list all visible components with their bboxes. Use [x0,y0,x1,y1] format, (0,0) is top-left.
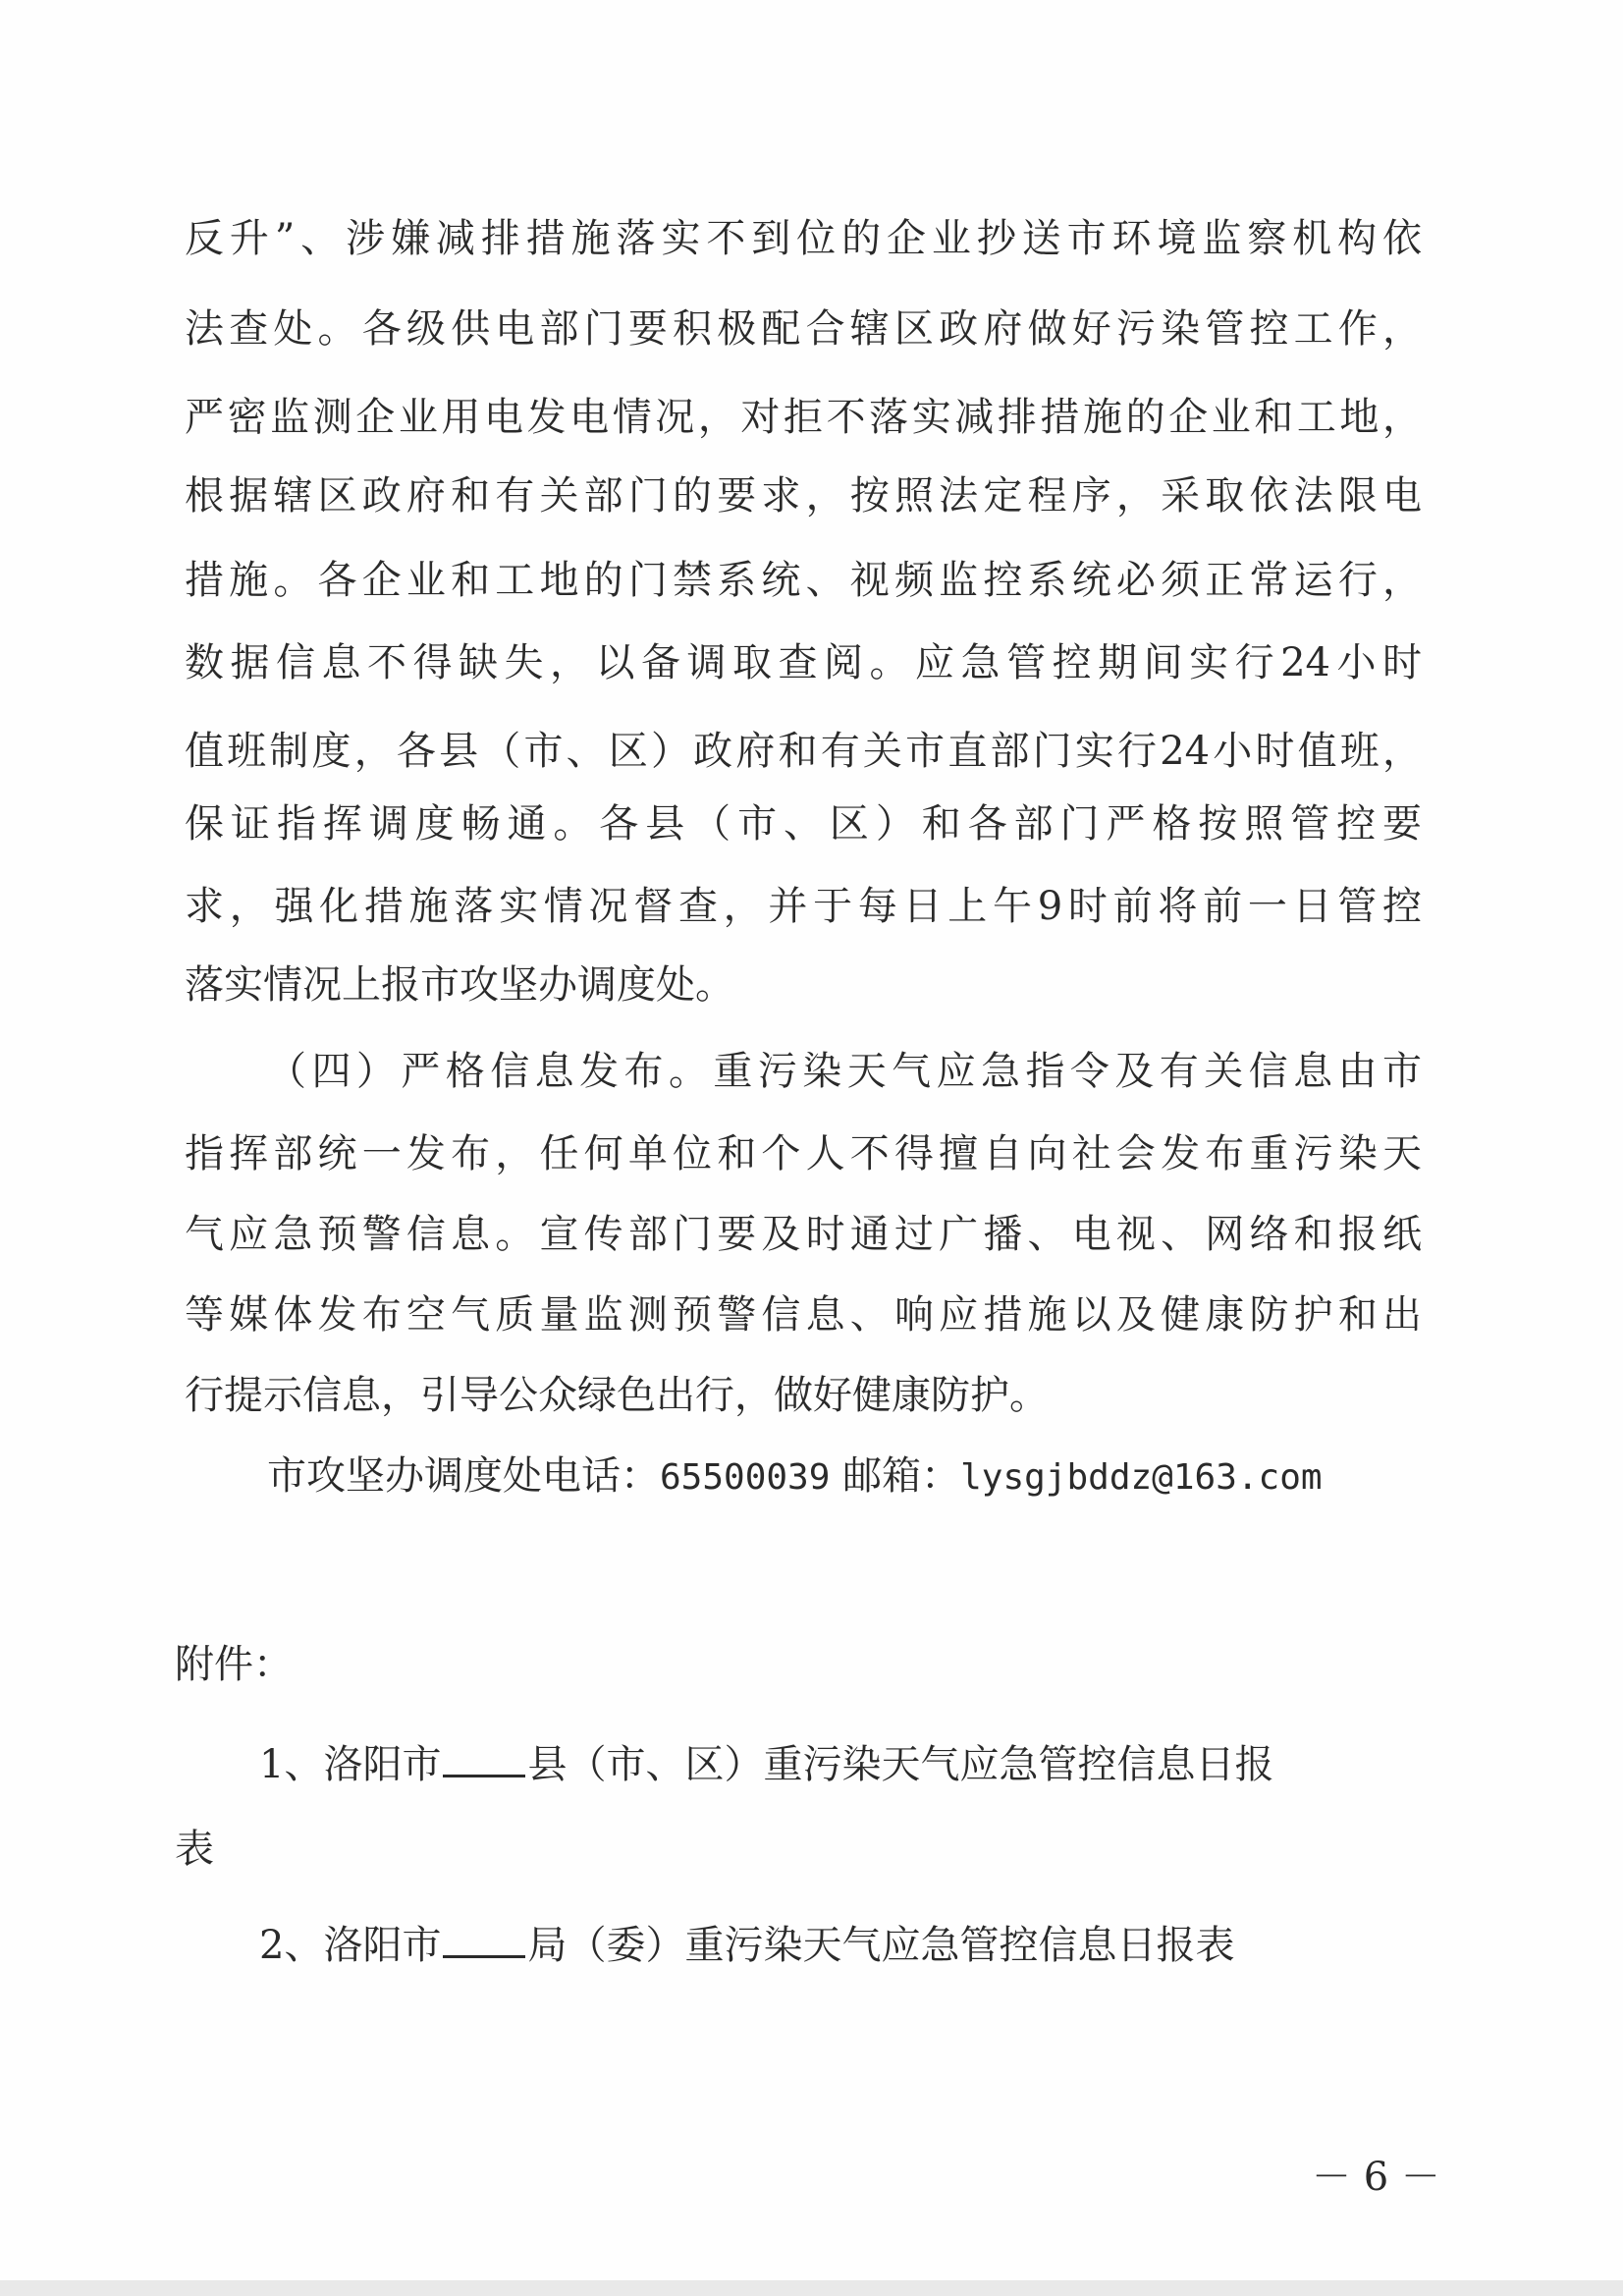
attachment-item-2 [259,1919,1234,1972]
body-line-2: 法查处。各级供电部门要积极配合辖区政府做好污染管控工作， [185,306,1422,352]
body-line-12: 指挥部统一发布，任何单位和个人不得擅自向社会发布重污染天 [185,1131,1422,1176]
page-number: － 6 － [1312,2155,1440,2200]
body-line-13: 气应急预警信息。宣传部门要及时通过广播、电视、网络和报纸 [185,1212,1422,1257]
attachment-2-suffix: 局（委）重污染天气应急管控信息日报表 [527,1923,1235,1968]
scan-bottom-edge [0,2280,1623,2296]
body-line-14: 等媒体发布空气质量监测预警信息、响应措施以及健康防护和出 [185,1292,1422,1338]
body-line-6: 数据信息不得缺失，以备调取查阅。应急管控期间实行24小时 [185,640,1422,685]
attachment-1-suffix: 县（市、区）重污染天气应急管控信息日报 [527,1742,1274,1787]
contact-email-label: 邮箱： [842,1453,961,1499]
body-line-5: 措施。各企业和工地的门禁系统、视频监控系统必须正常运行， [185,558,1422,603]
contact-phone-label: 市攻坚办调度处电话： [267,1453,660,1499]
contact-line [267,1449,1323,1504]
body-line-3: 严密监测企业用电发电情况，对拒不落实减排措施的企业和工地， [185,395,1422,440]
body-line-10: 落实情况上报市攻坚办调度处。 [185,962,734,1008]
attachments-label: 附件： [175,1642,293,1687]
body-line-9: 求，强化措施落实情况督查，并于每日上午9时前将前一日管控 [185,884,1422,929]
attachment-item-1 [259,1738,1273,1791]
body-line-15: 行提示信息，引导公众绿色出行，做好健康防护。 [185,1373,1049,1418]
attachment-1-prefix: 1、洛阳市 [259,1742,442,1787]
body-line-4: 根据辖区政府和有关部门的要求，按照法定程序，采取依法限电 [185,473,1422,519]
body-line-7: 值班制度，各县（市、区）政府和有关市直部门实行24小时值班， [185,729,1422,774]
section-four-heading-line: （四）严格信息发布。重污染天气应急指令及有关信息由市 [267,1049,1422,1094]
contact-email: lysgjbddz@163.com [960,1457,1323,1498]
attachment-1-blank [443,1741,525,1777]
body-line-1: 反升”、涉嫌减排措施落实不到位的企业抄送市环境监察机构依 [185,216,1422,261]
attachment-2-blank [443,1922,525,1958]
contact-phone: 65500039 [660,1457,831,1498]
body-line-8: 保证指挥调度畅通。各县（市、区）和各部门严格按照管控要 [185,801,1422,847]
attachment-item-1-wrap: 表 [175,1827,214,1872]
attachment-2-prefix: 2、洛阳市 [259,1923,442,1968]
